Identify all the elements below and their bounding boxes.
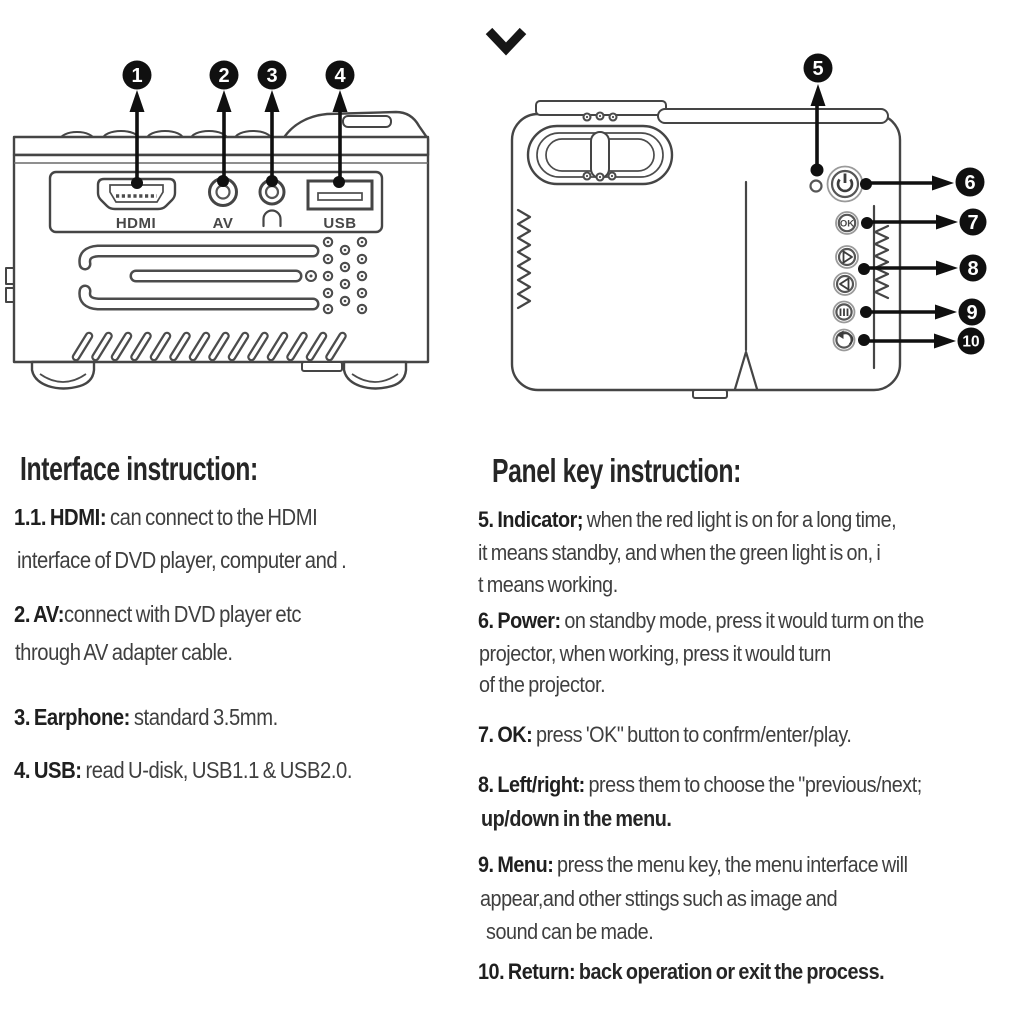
item-prefix: 5. Indicator; (478, 507, 584, 532)
bottom-tab (302, 362, 342, 371)
chevron-down-icon (489, 31, 523, 49)
av-jack-label: AV (212, 215, 234, 232)
item-prefix: 2. AV: (14, 601, 65, 627)
item-text: it means standby, and when the green light is on, i (478, 540, 881, 565)
left-foot (32, 362, 94, 389)
callout-number: 4 (334, 65, 346, 87)
item-text: appear,and other sttings such as image and (480, 886, 838, 911)
instruction-line (478, 722, 851, 748)
item-text: interface of DVD player, computer and . (17, 547, 347, 573)
callout-number: 3 (266, 65, 278, 87)
item-prefix: 10. Return: (478, 959, 576, 984)
instruction-line (14, 704, 278, 731)
right-foot (344, 362, 406, 389)
rear-view-device (6, 112, 428, 389)
item-text: through AV adapter cable. (15, 639, 233, 665)
callout-number: 6 (964, 172, 976, 194)
instruction-line (486, 919, 653, 945)
item-prefix: 4. USB: (14, 757, 82, 783)
ok-key-icon (836, 212, 858, 234)
top-view-device (512, 101, 900, 398)
item-text: up/down in the menu. (481, 806, 672, 831)
callout-number: 2 (218, 65, 230, 87)
instruction-line (478, 507, 896, 533)
item-text: projector, when working, press it would turn (479, 641, 831, 666)
hdmi-port-label: HDMI (115, 215, 157, 232)
item-text: press 'OK" button to confrm/enter/play. (532, 722, 852, 747)
instruction-line (479, 672, 605, 698)
callout-number: 8 (967, 258, 979, 280)
instruction-line (478, 540, 880, 566)
item-text: when the red light is on for a long time, (583, 507, 897, 532)
callout-number: 9 (966, 302, 978, 324)
item-prefix: 7. OK: (478, 722, 533, 747)
ok-key-label: OK (839, 218, 855, 230)
instruction-line (14, 601, 301, 628)
callout-number: 7 (967, 212, 979, 234)
housing-notch (343, 116, 391, 127)
item-prefix: 9. Menu: (478, 852, 554, 877)
item-text: of the projector. (479, 672, 606, 697)
item-prefix: 1.1. HDMI: (14, 504, 107, 530)
device-diagrams (0, 0, 1010, 432)
instruction-line (481, 806, 671, 832)
instruction-line (17, 547, 346, 574)
instruction-line (478, 772, 922, 798)
instruction-line (14, 757, 352, 784)
item-text: press the menu key, the menu interface will (553, 852, 908, 877)
item-text: press them to choose the "previous/next; (584, 772, 922, 797)
instruction-line (14, 504, 317, 531)
item-text: sound can be made. (486, 919, 654, 944)
instruction-line (479, 641, 831, 667)
instruction-line (15, 639, 233, 666)
interface-heading: Interface instruction: (20, 450, 258, 487)
item-text: back operation or exit the process. (575, 959, 885, 984)
usb-port-label: USB (323, 215, 357, 232)
instruction-line (478, 959, 884, 985)
item-prefix: 3. Earphone: (14, 704, 130, 730)
callout-number: 10 (962, 333, 980, 351)
menu-key-icon (834, 302, 855, 323)
top-strip (14, 137, 428, 155)
item-text: read U-disk, USB1.1 & USB2.0. (81, 757, 353, 783)
item-text: can connect to the HDMI (106, 504, 318, 530)
item-prefix: 8. Left/right: (478, 772, 585, 797)
instruction-line (478, 608, 924, 634)
instruction-line (478, 572, 618, 598)
item-prefix: 6. Power: (478, 608, 561, 633)
callout-number: 5 (812, 58, 824, 80)
instruction-line (480, 886, 837, 912)
callout-number: 1 (131, 65, 143, 87)
item-text: connect with DVD player etc (64, 601, 302, 627)
bottom-tab (693, 390, 727, 398)
instruction-line (478, 852, 908, 878)
top-seam-strip (658, 109, 888, 123)
item-text: standard 3.5mm. (129, 704, 278, 730)
item-text: on standby mode, press it would turm on the (560, 608, 924, 633)
panel-heading: Panel key instruction: (492, 452, 741, 489)
item-text: t means working. (478, 572, 618, 597)
